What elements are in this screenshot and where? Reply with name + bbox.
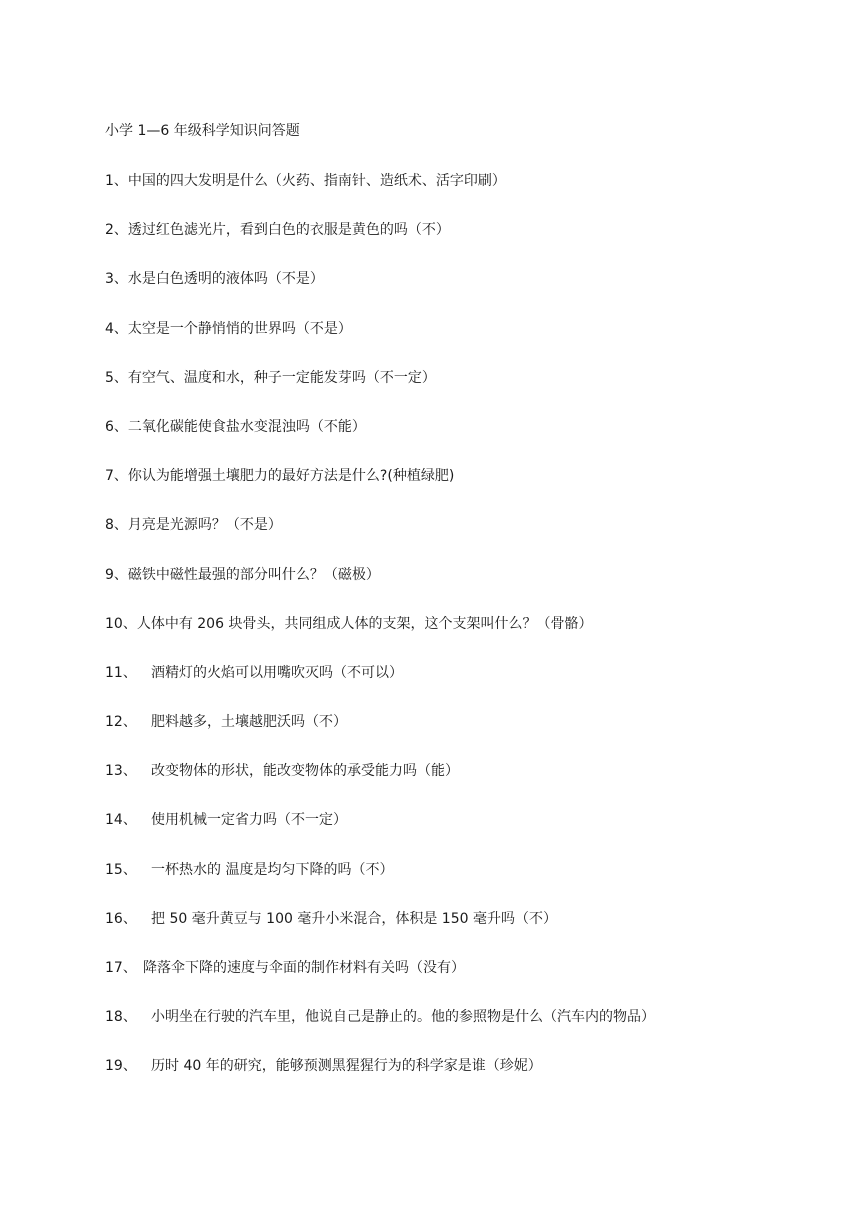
question-number: 5、: [105, 369, 128, 386]
question-item: [105, 1007, 825, 1056]
question-item: [105, 220, 825, 269]
question-item: [105, 269, 825, 318]
question-item: [105, 810, 825, 859]
question-item: [105, 565, 825, 614]
question-number: 3、: [105, 271, 128, 288]
question-item: [105, 761, 825, 810]
question-item: [105, 614, 825, 663]
question-text: 二氧化碳能使食盐水变混浊吗（不能）: [127, 418, 366, 435]
question-list: [105, 171, 825, 1106]
question-number: 18、: [105, 1009, 137, 1026]
question-item: [105, 417, 825, 466]
question-item: [105, 1056, 825, 1105]
question-text: 中国的四大发明是什么（火药、指南针、造纸术、活字印刷）: [127, 173, 506, 189]
question-number: 14、: [105, 812, 137, 829]
question-text: 水是白色透明的液体吗（不是）: [127, 271, 324, 288]
question-text: 降落伞下降的速度与伞面的制作材料有关吗（没有）: [143, 960, 465, 976]
question-item: [105, 368, 825, 417]
question-text: 你认为能增强土壤肥力的最好方法是什么?(种植绿肥): [127, 468, 455, 485]
question-text: 使用机械一定省力吗（不一定）: [151, 812, 347, 829]
question-number: 16、: [105, 910, 137, 927]
question-item: [105, 663, 825, 712]
question-number: 12、: [105, 714, 137, 731]
question-number: 13、: [105, 763, 137, 780]
question-number: 17、: [105, 960, 137, 976]
question-number: 11、: [105, 664, 137, 681]
question-item: [105, 319, 825, 368]
question-text: 肥料越多，土壤越肥沃吗（不）: [151, 714, 347, 731]
question-item: [105, 860, 825, 909]
question-text: 月亮是光源吗？（不是）: [127, 517, 282, 534]
question-item: [105, 171, 825, 220]
question-item: [105, 466, 825, 515]
question-text: 透过红色滤光片，看到白色的衣服是黄色的吗（不）: [127, 222, 450, 239]
document-title: 小学 1—6 年级科学知识问答题: [105, 123, 300, 139]
question-number: 19、: [105, 1058, 137, 1075]
question-text: 小明坐在行驶的汽车里，他说自己是静止的。他的参照物是什么（汽车内的物品）: [151, 1009, 655, 1026]
question-number: 10、: [105, 615, 137, 632]
question-number: 1、: [105, 173, 128, 189]
question-item: [105, 958, 825, 1007]
question-number: 15、: [105, 861, 137, 878]
question-text: 酒精灯的火焰可以用嘴吹灭吗（不可以）: [151, 664, 403, 681]
question-number: 8、: [105, 517, 128, 534]
question-text: 历时 40 年的研究，能够预测黑猩猩行为的科学家是谁（珍妮）: [151, 1058, 542, 1075]
question-number: 7、: [105, 468, 128, 485]
question-number: 4、: [105, 320, 128, 337]
question-text: 一杯热水的 温度是均匀下降的吗（不）: [151, 861, 394, 878]
question-text: 改变物体的形状，能改变物体的承受能力吗（能）: [151, 763, 459, 780]
question-number: 6、: [105, 418, 128, 435]
question-item: [105, 909, 825, 958]
question-number: 9、: [105, 566, 128, 583]
question-text: 人体中有 206 块骨头，共同组成人体的支架，这个支架叫什么？（骨骼）: [136, 615, 593, 632]
question-number: 2、: [105, 222, 128, 239]
question-text: 太空是一个静悄悄的世界吗（不是）: [127, 320, 352, 337]
question-text: 有空气、温度和水，种子一定能发芽吗（不一定）: [127, 369, 436, 386]
question-item: [105, 515, 825, 564]
question-text: 把 50 毫升黄豆与 100 毫升小米混合，体积是 150 毫升吗（不）: [151, 910, 557, 927]
question-text: 磁铁中磁性最强的部分叫什么？（磁极）: [127, 566, 380, 583]
question-item: [105, 712, 825, 761]
